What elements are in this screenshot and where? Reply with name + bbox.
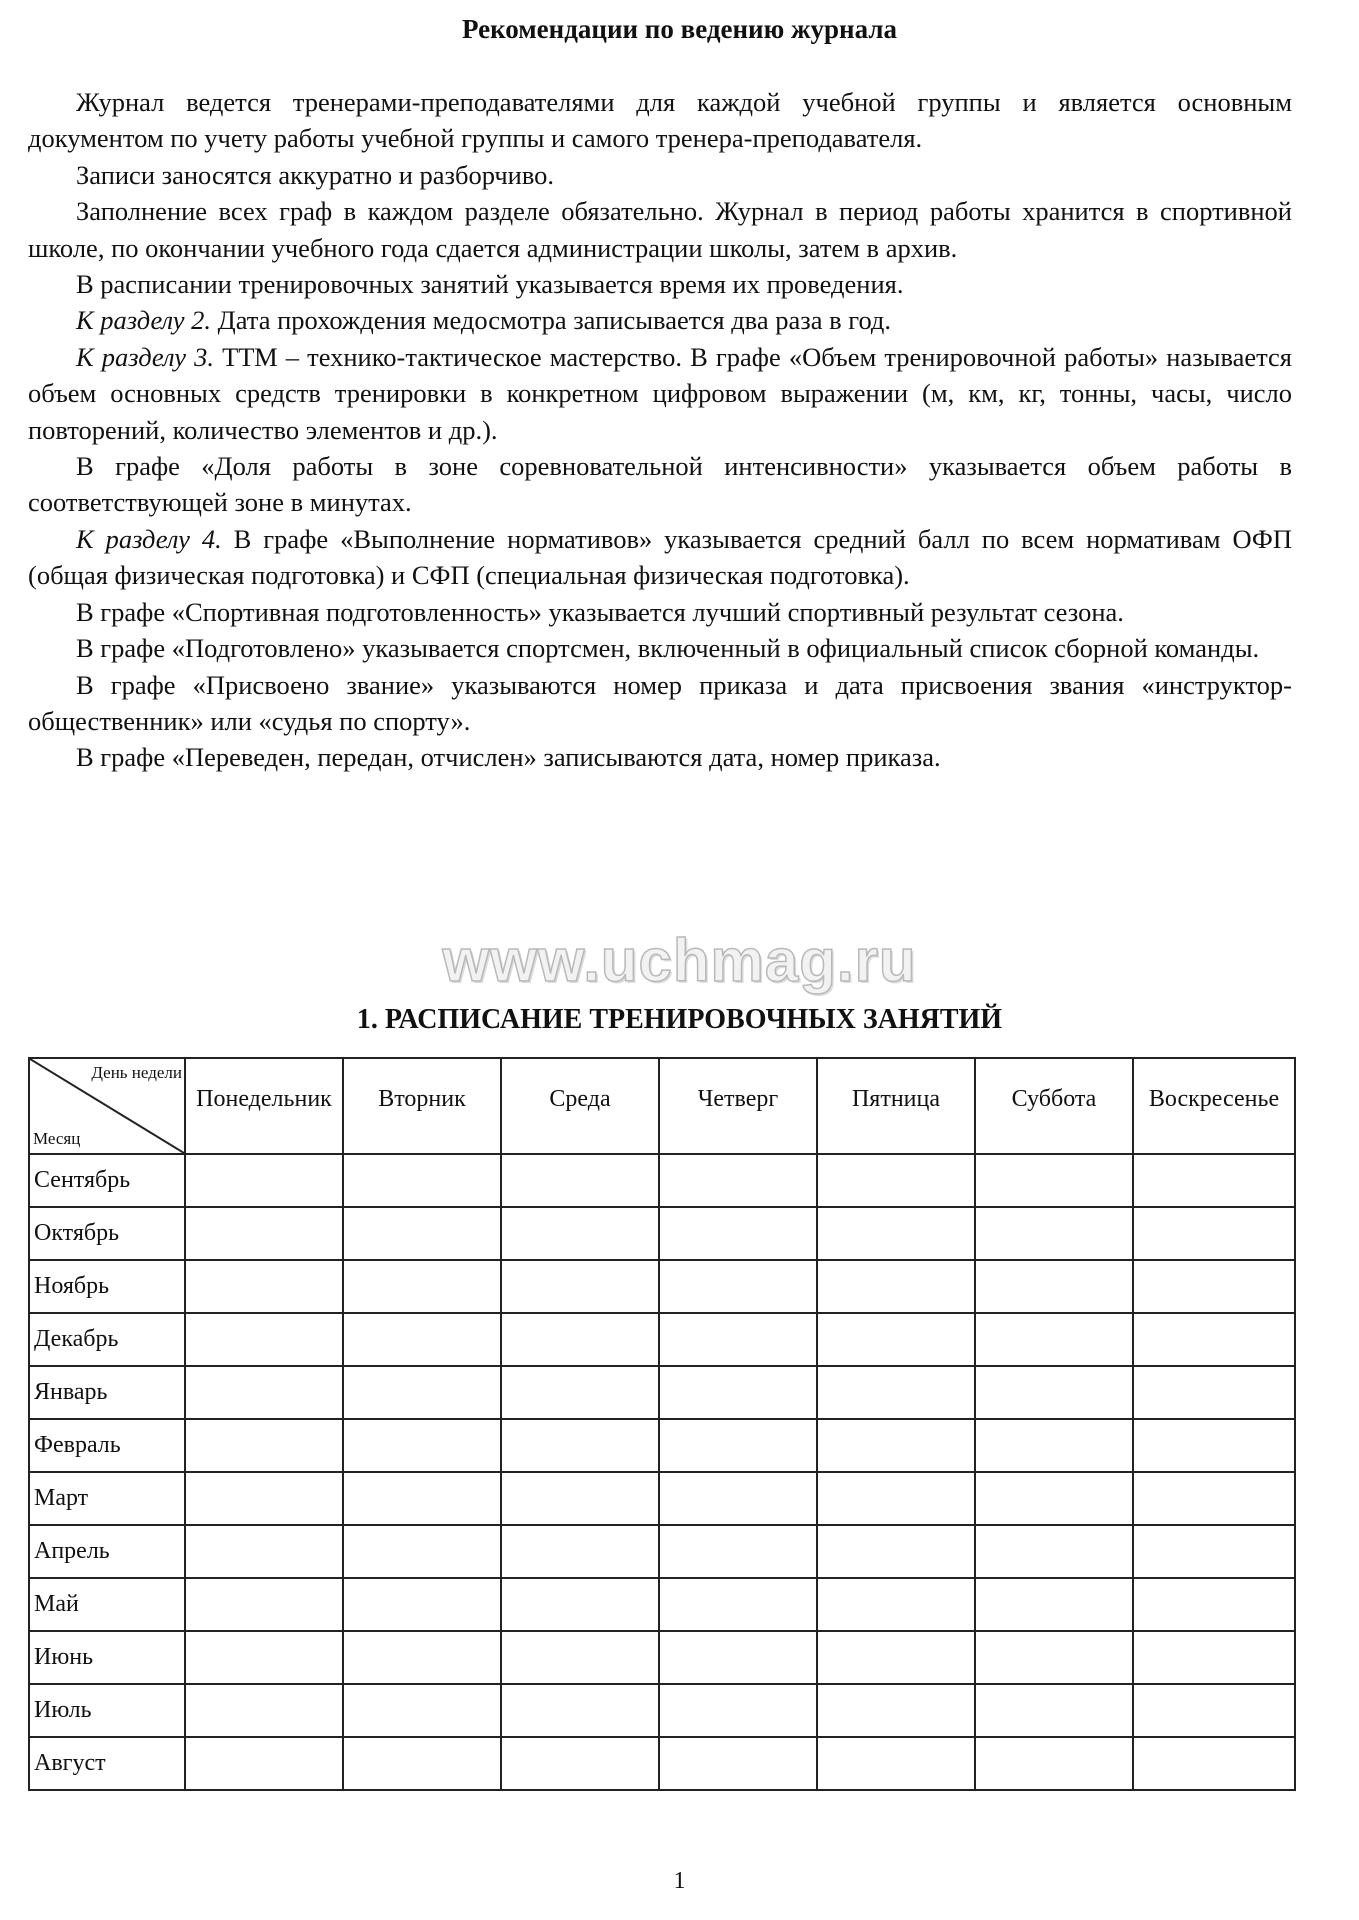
schedule-cell <box>975 1578 1133 1631</box>
paragraph-text: Журнал ведется тренерами-преподавателями для каждой учебной группы и является основным документом по учету работы учебной группы и самого тренера-преподавателя. <box>28 87 1292 154</box>
paragraph <box>28 84 1292 157</box>
schedule-cell <box>501 1207 659 1260</box>
month-cell: Май <box>29 1578 185 1631</box>
schedule-cell <box>185 1260 343 1313</box>
schedule-cell <box>343 1737 501 1790</box>
table-row <box>29 1207 1295 1260</box>
day-header: Воскресенье <box>1133 1058 1295 1154</box>
recommendations-text <box>28 84 1292 776</box>
schedule-body <box>29 1154 1295 1790</box>
schedule-cell <box>1133 1631 1295 1684</box>
schedule-cell <box>659 1313 817 1366</box>
month-cell: Январь <box>29 1366 185 1419</box>
schedule-cell <box>501 1472 659 1525</box>
schedule-cell <box>185 1207 343 1260</box>
day-header: Четверг <box>659 1058 817 1154</box>
schedule-cell <box>817 1260 975 1313</box>
schedule-cell <box>975 1684 1133 1737</box>
paragraph-text: Записи заносятся аккуратно и разборчиво. <box>76 159 555 190</box>
paragraph <box>28 739 1292 775</box>
table-row <box>29 1525 1295 1578</box>
schedule-cell <box>975 1419 1133 1472</box>
schedule-cell <box>343 1366 501 1419</box>
schedule-cell <box>975 1525 1133 1578</box>
schedule-cell <box>343 1684 501 1737</box>
paragraph-text: В графе «Присвоено звание» указываются номер приказа и дата присвоения звания «инструктор-общественник» или «судья по спорту». <box>28 669 1292 736</box>
schedule-cell <box>659 1419 817 1472</box>
schedule-cell <box>501 1684 659 1737</box>
schedule-cell <box>1133 1154 1295 1207</box>
section-reference: К разделу 3. <box>76 341 214 372</box>
schedule-cell <box>501 1366 659 1419</box>
schedule-cell <box>975 1472 1133 1525</box>
paragraph <box>28 667 1292 740</box>
schedule-cell <box>975 1631 1133 1684</box>
month-cell: Март <box>29 1472 185 1525</box>
section-reference: К разделу 2. <box>76 305 212 336</box>
paragraph <box>28 157 1292 193</box>
paragraph-text: В расписании тренировочных занятий указывается время их проведения. <box>76 269 904 300</box>
schedule-cell <box>975 1737 1133 1790</box>
day-header: Среда <box>501 1058 659 1154</box>
schedule-cell <box>817 1737 975 1790</box>
table-row <box>29 1737 1295 1790</box>
schedule-cell <box>185 1684 343 1737</box>
schedule-cell <box>185 1631 343 1684</box>
schedule-cell <box>501 1419 659 1472</box>
schedule-cell <box>659 1154 817 1207</box>
schedule-cell <box>501 1154 659 1207</box>
paragraph <box>28 594 1292 630</box>
table-row <box>29 1313 1295 1366</box>
schedule-cell <box>659 1737 817 1790</box>
schedule-cell <box>817 1631 975 1684</box>
schedule-cell <box>1133 1578 1295 1631</box>
schedule-cell <box>343 1260 501 1313</box>
schedule-cell <box>343 1419 501 1472</box>
paragraph-text: В графе «Доля работы в зоне соревновательной интенсивности» указывается объем работы в соответствующей зоне в минутах. <box>28 451 1292 518</box>
schedule-cell <box>343 1207 501 1260</box>
day-header: Пятница <box>817 1058 975 1154</box>
schedule-cell <box>501 1631 659 1684</box>
schedule-cell <box>343 1154 501 1207</box>
corner-label-month: Месяц <box>33 1129 81 1148</box>
schedule-cell <box>1133 1737 1295 1790</box>
month-cell: Ноябрь <box>29 1260 185 1313</box>
paragraph-text: Дата прохождения медосмотра записывается два раза в год. <box>211 305 892 336</box>
schedule-cell <box>185 1154 343 1207</box>
schedule-cell <box>343 1525 501 1578</box>
schedule-cell <box>659 1366 817 1419</box>
paragraph-text: В графе «Спортивная подготовленность» указывается лучший спортивный результат сезона. <box>76 596 1124 627</box>
table-row <box>29 1260 1295 1313</box>
month-cell: Июнь <box>29 1631 185 1684</box>
schedule-cell <box>817 1578 975 1631</box>
schedule-cell <box>975 1260 1133 1313</box>
paragraph <box>28 630 1292 666</box>
schedule-cell <box>1133 1684 1295 1737</box>
schedule-cell <box>501 1260 659 1313</box>
table-row <box>29 1578 1295 1631</box>
schedule-cell <box>975 1207 1133 1260</box>
schedule-cell <box>975 1154 1133 1207</box>
schedule-cell <box>659 1472 817 1525</box>
schedule-cell <box>185 1313 343 1366</box>
month-cell: Февраль <box>29 1419 185 1472</box>
corner-header-cell <box>29 1058 185 1154</box>
schedule-cell <box>975 1366 1133 1419</box>
schedule-cell <box>659 1631 817 1684</box>
schedule-cell <box>1133 1366 1295 1419</box>
table-row <box>29 1419 1295 1472</box>
schedule-cell <box>817 1313 975 1366</box>
paragraph <box>28 521 1292 594</box>
schedule-cell <box>185 1419 343 1472</box>
paragraph-text: ТТМ – технико-тактическое мастерство. В графе «Объем тренировочной работы» называется объем основных средств тренировки в конкретном цифровом выражении (м, км, кг, тонны, часы, число повторений, количество элементов и др.). <box>28 341 1292 445</box>
month-cell: Декабрь <box>29 1313 185 1366</box>
month-cell: Июль <box>29 1684 185 1737</box>
month-cell: Апрель <box>29 1525 185 1578</box>
schedule-cell <box>185 1366 343 1419</box>
section-title: 1. РАСПИСАНИЕ ТРЕНИРОВОЧНЫХ ЗАНЯТИЙ <box>356 1004 1003 1035</box>
schedule-cell <box>185 1578 343 1631</box>
schedule-cell <box>659 1578 817 1631</box>
schedule-cell <box>1133 1313 1295 1366</box>
paragraph <box>28 448 1292 521</box>
schedule-cell <box>1133 1207 1295 1260</box>
schedule-cell <box>501 1313 659 1366</box>
schedule-cell <box>817 1472 975 1525</box>
schedule-cell <box>185 1737 343 1790</box>
schedule-cell <box>1133 1525 1295 1578</box>
schedule-cell <box>659 1207 817 1260</box>
schedule-cell <box>1133 1472 1295 1525</box>
table-row <box>29 1631 1295 1684</box>
schedule-cell <box>1133 1260 1295 1313</box>
schedule-cell <box>659 1525 817 1578</box>
paragraph-text: В графе «Выполнение нормативов» указывается средний балл по всем нормативам ОФП (общая физическая подготовка) и СФП (специальная физическая подготовка). <box>28 523 1292 591</box>
month-cell: Август <box>29 1737 185 1790</box>
schedule-cell <box>343 1578 501 1631</box>
schedule-cell <box>501 1578 659 1631</box>
schedule-cell <box>817 1684 975 1737</box>
schedule-cell <box>343 1472 501 1525</box>
schedule-cell <box>817 1366 975 1419</box>
corner-label-day: День недели <box>91 1063 182 1082</box>
schedule-cell <box>817 1207 975 1260</box>
paragraph-text: В графе «Переведен, передан, отчислен» записываются дата, номер приказа. <box>76 742 941 773</box>
schedule-cell <box>975 1313 1133 1366</box>
table-header-row <box>29 1058 1295 1154</box>
table-row <box>29 1366 1295 1419</box>
schedule-cell <box>659 1684 817 1737</box>
paragraph-text: Заполнение всех граф в каждом разделе обязательно. Журнал в период работы хранится в спортивной школе, по окончании учебного года сдается администрации школы, затем в архив. <box>28 196 1292 263</box>
table-row <box>29 1472 1295 1525</box>
paragraph <box>28 339 1292 448</box>
section-reference: К разделу 4. <box>76 523 222 554</box>
schedule-cell <box>817 1525 975 1578</box>
schedule-cell <box>501 1525 659 1578</box>
schedule-cell <box>343 1631 501 1684</box>
paragraph <box>28 302 1292 338</box>
schedule-cell <box>817 1419 975 1472</box>
schedule-cell <box>817 1154 975 1207</box>
schedule-table <box>28 1057 1296 1791</box>
day-header: Понедельник <box>185 1058 343 1154</box>
paragraph <box>28 266 1292 302</box>
paragraph-text: В графе «Подготовлено» указывается спортсмен, включенный в официальный список сборной команды. <box>76 633 1260 664</box>
schedule-cell <box>659 1260 817 1313</box>
schedule-cell <box>1133 1419 1295 1472</box>
schedule-cell <box>343 1313 501 1366</box>
page-number: 1 <box>673 1868 686 1894</box>
table-row <box>29 1154 1295 1207</box>
day-header: Суббота <box>975 1058 1133 1154</box>
month-cell: Сентябрь <box>29 1154 185 1207</box>
watermark: www.uchmag.ru <box>442 927 917 994</box>
schedule-cell <box>185 1472 343 1525</box>
schedule-cell <box>501 1737 659 1790</box>
paragraph <box>28 193 1292 266</box>
table-row <box>29 1684 1295 1737</box>
day-header: Вторник <box>343 1058 501 1154</box>
schedule-cell <box>185 1525 343 1578</box>
page-title: Рекомендации по ведению журнала <box>461 14 897 44</box>
month-cell: Октябрь <box>29 1207 185 1260</box>
